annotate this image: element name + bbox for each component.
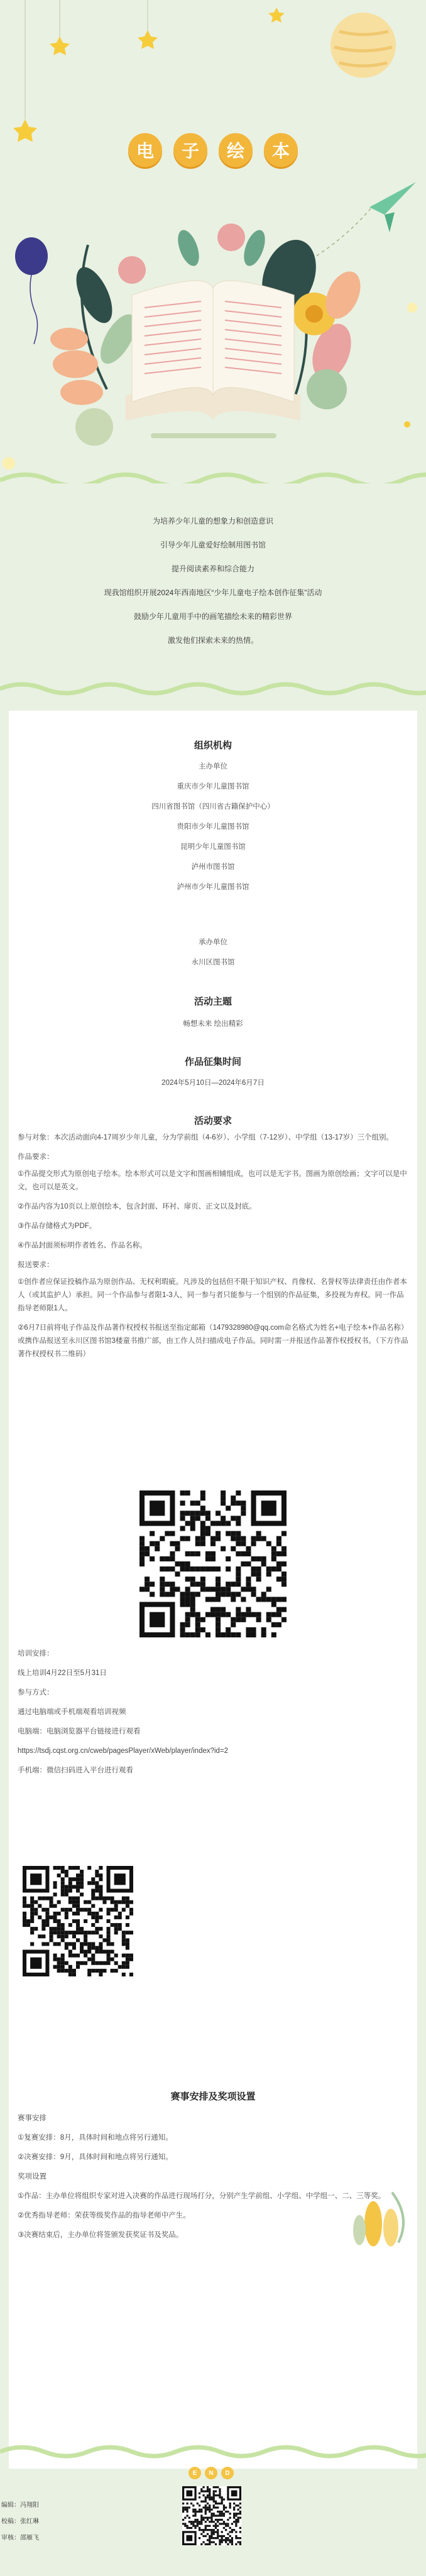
- decoration-plant-icon: [336, 2186, 417, 2249]
- works-item: ③作品存储格式为PDF。: [18, 1222, 97, 1230]
- host-item: 泸州市少年儿童图书馆: [177, 883, 249, 891]
- awards-item: ②优秀指导老师：荣获等级奖作品的指导老师中产生。: [18, 2212, 190, 2219]
- awards-item: ①作品：主办单位将组织专家对进入决赛的作品进行现场打分，分别产生学前组、小学组、中学组一、二、三等奖。: [18, 2192, 386, 2200]
- theme-title: 活动主题: [194, 996, 232, 1007]
- star-icon: [50, 36, 70, 55]
- organizer-label: 承办单位: [199, 939, 227, 946]
- wave-divider: [0, 679, 426, 698]
- qr-code-icon: [23, 1866, 133, 1976]
- authorization-qr-code: [139, 1490, 287, 1637]
- intro-line: 引导少年儿童爱好绘制用图书馆: [160, 541, 266, 549]
- intro-line: 提升阅读素养和综合能力: [171, 564, 254, 573]
- credit-reviewer: 审核：邵雁飞: [1, 2535, 39, 2541]
- qr-code-icon: [139, 1490, 287, 1637]
- title-char: 电: [128, 133, 162, 167]
- intro-line: 鼓励少年儿童用手中的画笔描绘未来的精彩世界: [133, 612, 292, 621]
- balloon-icon: [15, 237, 48, 275]
- intro-line: 激发他们探索未来的热情。: [167, 636, 258, 645]
- method-label: 参与方式：: [18, 1689, 54, 1696]
- host-item: 泸州市图书馆: [191, 863, 235, 871]
- banner-illustration: [0, 0, 426, 483]
- end-char: E: [188, 2467, 201, 2479]
- wave-divider: [0, 2442, 426, 2461]
- works-item: ①作品提交形式为原创电子绘本。绘本形式可以是文字和图画相辅组成，也可以是无字书。图画为原创绘画；文字可以是中文，也可以是英文。: [18, 1170, 407, 1191]
- planet-icon: [330, 13, 396, 78]
- training-label: 培训安排：: [18, 1650, 54, 1657]
- host-item: 四川省图书馆（四川省古籍保护中心）: [151, 803, 275, 811]
- title-char: 本: [264, 133, 298, 167]
- intro-text: [0, 516, 426, 659]
- training-body: [18, 1647, 408, 1777]
- training-time: 线上培训4月22日至5月31日: [18, 1669, 107, 1677]
- submit-item: ②6月7日前将电子作品及作品著作权授权书报送至指定邮箱（1479328980@qq.com命名格式为姓名+电子绘本+作品名称）或携作品报送至永川区图书馆3楼童书推广部，由工作人员扫描成电子作品。同时需一并报送作品著作权授权书。（下方作品著作权授权书二维码）: [18, 1324, 408, 1358]
- organizer: 永川区图书馆: [191, 959, 235, 966]
- works-item: ④作品封面须标明作者姓名、作品名称。: [18, 1242, 147, 1249]
- training-qr-code: [23, 1866, 133, 1976]
- credits: [1, 2498, 39, 2546]
- method-pc: 电脑端：电脑浏览器平台链接进行观看: [18, 1728, 141, 1735]
- awards-label: 奖项设置: [18, 2173, 46, 2180]
- period-title: 作品征集时间: [184, 1057, 241, 1067]
- awards-item: ③决赛结束后，主办单位将签颁发获奖证书及奖品。: [18, 2231, 183, 2239]
- title-char: 子: [173, 133, 207, 167]
- submit-item: ①创作者应保证投稿作品为原创作品、无权利瑕疵。凡涉及的包括但不限于知识产权、肖像权、名誉权等法律责任由作者本人（或其监护人）承担。同一个作品参与者限1-3人，同一参与者只能参与一个组别的作品征集，多投视为弃权。同一作品指导老师限1人。: [18, 1278, 407, 1312]
- host-label: 主办单位: [199, 763, 227, 770]
- credit-editor: 编辑：冯翔阳: [1, 2502, 39, 2509]
- star-icon: [138, 30, 158, 49]
- requirements-title: 活动要求: [194, 1116, 232, 1126]
- theme-text: 畅想未来 绘出精彩: [183, 1020, 243, 1028]
- content-card: [9, 711, 417, 2469]
- banner: [0, 0, 426, 483]
- schedule-label: 赛事安排: [18, 2115, 46, 2122]
- submit-label: 报送要求：: [18, 1261, 54, 1269]
- awards-title: 赛事安排及奖项设置: [170, 2091, 256, 2102]
- end-char: D: [221, 2467, 234, 2479]
- method-url[interactable]: https://tsdj.cqst.org.cn/cweb/pagesPlayer/xWeb/player/index?id=2: [18, 1747, 229, 1755]
- period-text: 2024年5月10日—2024年6月7日: [161, 1079, 265, 1087]
- host-item: 昆明少年儿童图书馆: [180, 843, 246, 851]
- works-item: ②作品内容为10页以上原创绘本，包含封面、环衬、扉页、正文以及封底。: [18, 1203, 256, 1210]
- host-item: 贵阳市少年儿童图书馆: [177, 823, 249, 831]
- method-text: 通过电脑端或手机端观看培训视频: [18, 1708, 126, 1716]
- paper-plane-icon: [369, 182, 416, 215]
- org-title: 组织机构: [194, 740, 232, 751]
- schedule-item: ②决赛安排：9月，具体时间和地点将另行通知。: [18, 2153, 173, 2161]
- end-char: N: [205, 2467, 217, 2479]
- end-marker: [188, 2467, 234, 2479]
- method-mobile: 手机端：微信扫码进入平台进行观看: [18, 1767, 133, 1774]
- host-item: 重庆市少年儿童图书馆: [177, 783, 249, 790]
- credit-proofreader: 校稿：张红琳: [1, 2518, 39, 2525]
- schedule-item: ①复赛安排：8月，具体时间和地点将另行通知。: [18, 2134, 173, 2142]
- intro-line: 为培养少年儿童的想象力和创造意识: [152, 517, 273, 525]
- title-char: 绘: [219, 133, 253, 167]
- works-label: 作品要求：: [18, 1153, 54, 1161]
- banner-title: [0, 133, 426, 167]
- requirements-body: [18, 1131, 408, 1361]
- intro-line: 现我馆组织开展2024年西南地区“少年儿童电子绘本创作征集”活动: [104, 588, 322, 597]
- footer-qr-code: [182, 2486, 241, 2545]
- star-icon: [268, 8, 285, 23]
- qr-code-icon: [182, 2486, 241, 2545]
- participants-text: 参与对象：本次活动面向4-17周岁少年儿童，分为学前组（4-6岁）、小学组（7-12岁）、中学组（13-17岁）三个组别。: [18, 1134, 394, 1141]
